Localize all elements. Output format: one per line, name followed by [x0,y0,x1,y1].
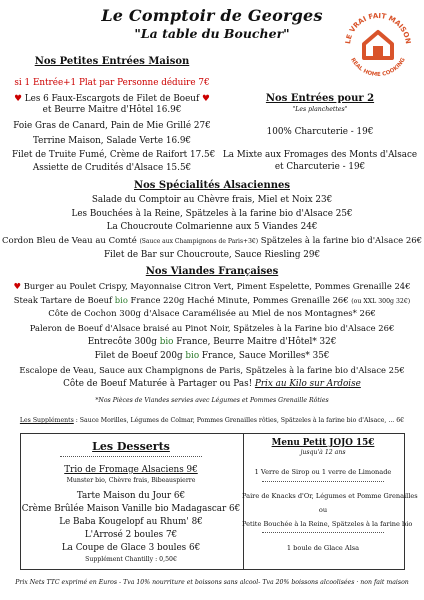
fait-maison-logo [338,4,418,84]
entrees2-note: "Les planchettes" [292,106,348,113]
divider [60,456,202,457]
menu-item: La Coupe de Glace 3 boules 6€ [61,543,201,553]
footer-note: Prix Nets TTC exprimé en Euros - Tva 10% nourriture et boissons sans alcool- Tva 20% boissons alcoolisées · non fait maison [15,579,409,586]
divider [262,532,384,533]
menu-item: Assiette de Crudités d'Alsace 15.5€ [32,163,192,173]
menu-item: Crème Brûlée Maison Vanille bio Madagascar 6€ [21,504,241,514]
heart-icon: ♥ [13,281,24,291]
menu-item: 100% Charcuterie - 19€ [266,127,374,137]
entrees-promo: si 1 Entrée+1 Plat par Personne déduire 7€ [14,78,210,88]
specialites-heading: Nos Spécialités Alsaciennes [133,180,290,191]
heart-icon: ♥ [14,94,22,104]
menu-item: Foie Gras de Canard, Pain de Mie Grillé 27€ [13,121,211,131]
kids-heading: Menu Petit JOJO 15€ [271,438,375,448]
menu-item: La Choucroute Colmarienne aux 5 Viandes 24€ [106,222,318,232]
viandes-note: *Nos Pièces de Viandes servies avec Légumes et Pommes Grenaille Rôties [95,397,329,404]
menu-item: Petite Bouchée à la Reine, Spätzeles à la farine bio [242,520,413,528]
menu-item: Terrine Maison, Salade Verte 16.9€ [32,136,192,146]
menu-item: Entrecôte 300g bio France, Beurre Maitre d'Hôtel* 32€ [87,337,337,347]
desserts-heading: Les Desserts [92,440,170,453]
menu-item: La Mixte aux Fromages des Monts d'Alsace [222,150,418,160]
menu-item: ♥ Burger au Poulet Crispy, Mayonnaise Citron Vert, Piment Espelette, Pommes Grenaille 24€ [13,281,411,291]
menu-item: Filet de Boeuf 200g bio France, Sauce Morilles* 35€ [94,351,330,361]
page-title: Le Comptoir de Georges [101,6,323,25]
menu-item: Filet de Truite Fumé, Crème de Raifort 17.5€ [12,150,216,160]
divider [262,481,384,482]
menu-item-note: Supplément Chantilly : 0,50€ [85,556,177,563]
menu-item: et Charcuterie - 19€ [274,162,366,172]
menu-item: Filet de Bar sur Choucroute, Sauce Riesling 29€ [103,250,321,260]
kids-note: jusqu'à 12 ans [300,449,346,456]
entrees-heading: Nos Petites Entrées Maison [34,56,190,67]
menu-item: ou [318,506,328,514]
menu-item: Le Baba Kougelopf au Rhum' 8€ [59,517,203,527]
menu-item: Les Bouchées à la Reine, Spätzeles à la farine bio d'Alsace 25€ [71,209,353,219]
viandes-heading: Nos Viandes Françaises [145,266,279,277]
menu-item: et Beurre Maitre d'Hôtel 16.9€ [42,105,182,115]
svg-text:REAL HOME COOKING: REAL HOME COOKING [349,57,407,79]
menu-item: Paire de Knacks d'Or, Légumes et Pomme Grenailles [242,492,418,500]
menu-item: Trio de Fromage Alsaciens 9€ [64,465,198,475]
menu-item: 1 Verre de Sirop ou 1 verre de Limonade [254,468,392,476]
menu-item: 1 boule de Glace Alsa [286,544,360,552]
heart-icon: ♥ [202,94,210,104]
menu-item: Steak Tartare de Boeuf bio France 220g Haché Minute, Pommes Grenaille 26€ (ou XXL 300g 32€) [13,295,411,305]
menu-item: Côte de Boeuf Maturée à Partager ou Pas! Prix au Kilo sur Ardoise [63,379,361,389]
menu-item: Côte de Cochon 300g d'Alsace Caramélisée au Miel de nos Montagnes* 26€ [48,309,376,319]
house-icon [338,4,418,84]
menu-item-note: Munster bio, Chèvre frais, Bibeauspierre [66,477,196,484]
menu-item: Tarte Maison du Jour 6€ [76,491,186,501]
menu-item: Escalope de Veau, Sauce aux Champignons de Paris, Spätzeles à la farine bio d'Alsace 25€ [19,365,405,375]
menu-item: L'Arrosé 2 boules 7€ [84,530,178,540]
entrees2-heading: Nos Entrées pour 2 [265,93,375,104]
page-subtitle: "La table du Boucher" [134,26,290,41]
svg-text:LE VRAI FAIT MAISON: LE VRAI FAIT MAISON [344,11,413,45]
menu-item: Cordon Bleu de Veau au Comté (Sauce aux Champignons de Paris+3€) Spätzeles à la farine bio d'Alsace 26€ [1,236,423,246]
menu-item: ♥ Les 6 Faux-Escargots de Filet de Boeuf ♥ [14,94,210,104]
supplements-line: Les Suppléments : Sauce Morilles, Légumes de Colmar, Pommes Grenailles rôties, Spätzeles à la farine bio d'Alsace, ... 6€ [19,417,405,424]
menu-item: Salade du Comptoir au Chèvre frais, Miel et Noix 23€ [91,195,333,205]
menu-item: Paleron de Boeuf d'Alsace braisé au Pinot Noir, Spätzeles à la Farine bio d'Alsace 26€ [29,323,395,333]
